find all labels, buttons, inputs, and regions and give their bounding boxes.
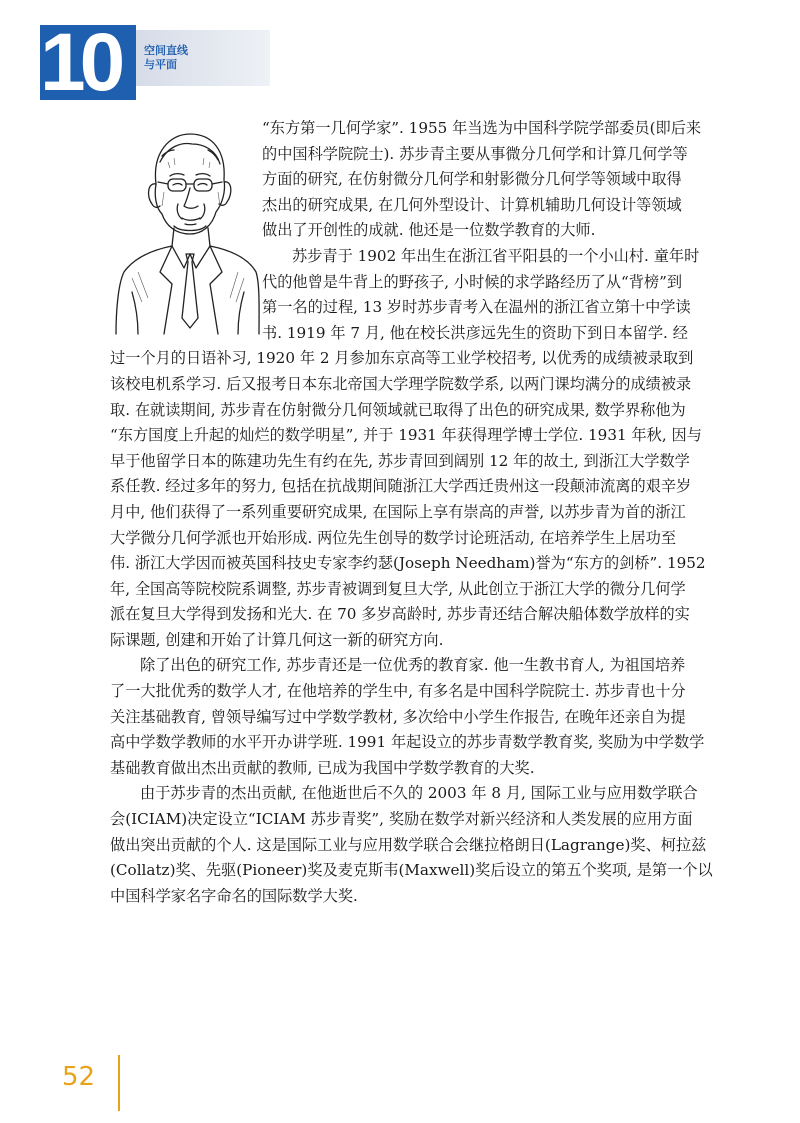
text-line: 取. 在就读期间, 苏步青在仿射微分几何领域就已取得了出色的研究成果, 数学界称他为 bbox=[110, 400, 686, 419]
text-line: 高中学数学教师的水平开办讲学班. 1991 年起设立的苏步青数学教育奖, 奖励为中学数学 bbox=[110, 733, 705, 752]
text-line: “东方国度上升起的灿烂的数学明星”, 并于 1931 年获得理学博士学位. 1931 年秋, 因与 bbox=[110, 426, 702, 445]
paragraph-2-top bbox=[262, 244, 720, 346]
article-body bbox=[110, 116, 720, 909]
text-line: 月中, 他们获得了一系列重要研究成果, 在国际上享有崇高的声誉, 以苏步青为首的浙江 bbox=[110, 502, 686, 521]
text-line: 系任教. 经过多年的努力, 包括在抗战期间随浙江大学西迁贵州这一段颠沛流离的艰辛岁 bbox=[110, 477, 692, 496]
text-line: 伟. 浙江大学因而被英国科技史专家李约瑟(Joseph Needham)誉为“东方的剑桥”. 1952 bbox=[110, 554, 706, 573]
text-line: 派在复旦大学得到发扬和光大. 在 70 多岁高龄时, 苏步青还结合解决船体数学放样的实 bbox=[110, 605, 690, 624]
text-line: 做出了开创性的成就. 他还是一位数学教育的大师. bbox=[262, 221, 596, 240]
text-line: 代的他曾是牛背上的野孩子, 小时候的求学路经历了从“背榜”到 bbox=[262, 272, 683, 291]
paragraph-1 bbox=[262, 116, 720, 244]
text-line: 基础教育做出杰出贡献的教师, 已成为我国中学数学教育的大奖. bbox=[110, 758, 535, 777]
text-line: 做出突出贡献的个人. 这是国际工业与应用数学联合会继拉格朗日(Lagrange)奖、柯拉兹 bbox=[110, 835, 707, 854]
text-line: 该校电机系学习. 后又报考日本东北帝国大学理学院数学系, 以两门课均满分的成绩被录 bbox=[110, 374, 692, 393]
text-line: (Collatz)奖、先驱(Pioneer)奖及麦克斯韦(Maxwell)奖后设立的第五个奖项, 是第一个以 bbox=[110, 861, 713, 880]
text-line: 早于他留学日本的陈建功先生有约在先, 苏步青回到阔别 12 年的故土, 到浙江大学数学 bbox=[110, 451, 690, 470]
paragraph-2-rest bbox=[110, 346, 720, 653]
text-line: 由于苏步青的杰出贡献, 在他逝世后不久的 2003 年 8 月, 国际工业与应用数学联合 bbox=[140, 784, 698, 803]
chapter-title-line1: 空间直线 bbox=[144, 44, 188, 57]
text-line: 书. 1919 年 7 月, 他在校长洪彦远先生的资助下到日本留学. 经 bbox=[262, 323, 688, 342]
footer-divider bbox=[118, 1055, 120, 1111]
text-line: 方面的研究, 在仿射微分几何学和射影微分几何学等领域中取得 bbox=[262, 170, 682, 189]
text-line: 大学微分几何学派也开始形成. 两位先生创导的数学讨论班活动, 在培养学生上居功至 bbox=[110, 528, 677, 547]
chapter-header bbox=[0, 0, 800, 110]
text-line: 除了出色的研究工作, 苏步青还是一位优秀的教育家. 他一生教书育人, 为祖国培养 bbox=[140, 656, 686, 675]
text-line: 苏步青于 1902 年出生在浙江省平阳县的一个小山村. 童年时 bbox=[292, 246, 700, 265]
text-line: 第一名的过程, 13 岁时苏步青考入在温州的浙江省立第十中学读 bbox=[262, 298, 691, 317]
paragraph-3 bbox=[110, 653, 720, 781]
text-line: “东方第一几何学家”. 1955 年当选为中国科学院学部委员(即后来 bbox=[262, 119, 702, 137]
paragraph-4 bbox=[110, 781, 720, 909]
chapter-title bbox=[144, 44, 188, 72]
text-line: 的中国科学院院士). 苏步青主要从事微分几何学和计算几何学等 bbox=[262, 144, 688, 163]
text-line: 中国科学家名字命名的国际数学大奖. bbox=[110, 886, 358, 905]
page-number: 52 bbox=[62, 1062, 96, 1092]
chapter-title-line2: 与平面 bbox=[144, 58, 177, 71]
text-line: 关注基础教育, 曾领导编写过中学数学教材, 多次给中小学生作报告, 在晚年还亲自为提 bbox=[110, 707, 686, 726]
chapter-number: 10 bbox=[40, 17, 120, 108]
text-line: 会(ICIAM)决定设立“ICIAM 苏步青奖”, 奖励在数学对新兴经济和人类发展的应用方面 bbox=[110, 810, 693, 829]
paragraph-intro bbox=[262, 116, 720, 346]
text-line: 杰出的研究成果, 在几何外型设计、计算机辅助几何设计等领域 bbox=[262, 195, 682, 214]
text-line: 过一个月的日语补习, 1920 年 2 月参加东京高等工业学校招考, 以优秀的成绩被录取到 bbox=[110, 349, 694, 368]
text-line: 年, 全国高等院校院系调整, 苏步青被调到复旦大学, 从此创立于浙江大学的微分几何学 bbox=[110, 579, 686, 598]
text-line: 了一大批优秀的数学人才, 在他培养的学生中, 有多名是中国科学院院士. 苏步青也十分 bbox=[110, 682, 686, 701]
text-line: 际课题, 创建和开始了计算几何这一新的研究方向. bbox=[110, 630, 444, 649]
